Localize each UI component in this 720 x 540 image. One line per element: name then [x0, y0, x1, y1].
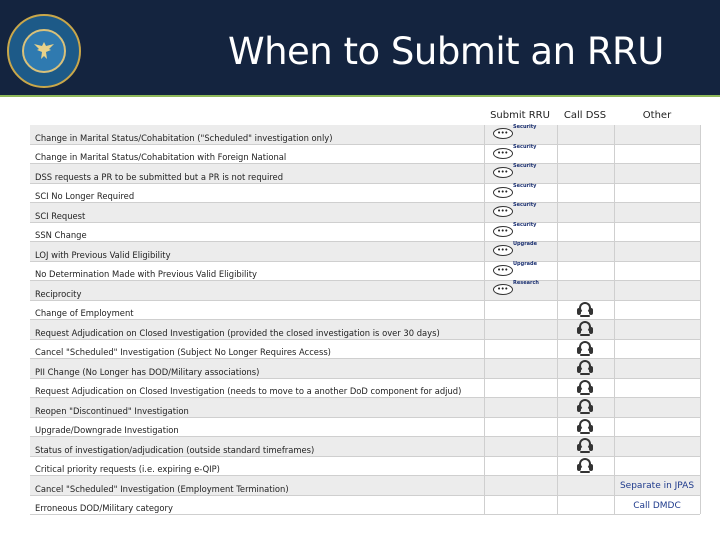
table-row	[30, 496, 700, 516]
headset-icon	[576, 360, 596, 376]
bubble-tag: Security	[513, 124, 537, 130]
chat-bubble-icon: •••	[493, 226, 515, 240]
eagle-icon	[32, 40, 56, 62]
other-action-text: Separate in JPAS	[619, 481, 695, 491]
bubble-tag: Security	[513, 221, 537, 228]
column-header-call-dss: Call DSS	[563, 110, 607, 121]
table-row	[30, 359, 700, 379]
column-divider	[614, 125, 615, 514]
slide-title: When to Submit an RRU	[228, 30, 664, 73]
row-label: Reopen "Discontinued" Investigation	[35, 405, 189, 416]
row-label: Erroneous DOD/Military category	[35, 503, 173, 513]
column-divider	[700, 125, 701, 514]
bubble-tag: Security	[513, 182, 537, 189]
row-label: SCI No Longer Required	[35, 191, 135, 201]
headset-icon	[576, 438, 596, 454]
table-row	[30, 476, 700, 496]
headset-icon	[576, 419, 596, 435]
bubble-tag: Research	[513, 280, 539, 286]
chat-bubble-icon: •••	[493, 167, 515, 181]
row-label: No Determination Made with Previous Valid Eligibility	[35, 269, 257, 279]
table-row	[30, 457, 700, 477]
column-header-submit-rru: Submit RRU	[490, 110, 550, 121]
table-row	[30, 223, 700, 243]
bubble-tag: Upgrade	[513, 260, 538, 267]
header-accent-line	[0, 95, 720, 97]
headset-icon	[576, 458, 596, 474]
row-label: Change in Marital Status/Cohabitation ("Scheduled" investigation only)	[35, 132, 333, 143]
decision-table	[30, 125, 700, 515]
row-label: Change in Marital Status/Cohabitation with Foreign National	[35, 152, 287, 162]
bubble-tag: Upgrade	[513, 241, 538, 247]
row-label: Upgrade/Downgrade Investigation	[35, 425, 179, 435]
row-label: Status of investigation/adjudication (outside standard timeframes)	[35, 444, 315, 455]
table-row	[30, 320, 700, 340]
chat-bubble-icon: •••	[493, 284, 515, 298]
row-label: Request Adjudication on Closed Investigation (needs to move to a another DoD component for adjud)	[35, 386, 462, 396]
table-row	[30, 203, 700, 223]
row-label: LOJ with Previous Valid Eligibility	[35, 249, 171, 260]
row-label: Change of Employment	[35, 308, 134, 318]
table-row	[30, 418, 700, 438]
chat-bubble-icon: •••	[493, 245, 515, 259]
bubble-tag: Security	[513, 163, 537, 169]
table-row	[30, 184, 700, 204]
row-label: PII Change (No Longer has DOD/Military associations)	[35, 366, 260, 377]
headset-icon	[576, 302, 596, 318]
table-row	[30, 301, 700, 321]
row-label: Cancel "Scheduled" Investigation (Subject No Longer Requires Access)	[35, 347, 331, 357]
headset-icon	[576, 321, 596, 337]
row-label: Critical priority requests (i.e. expiring e-QIP)	[35, 464, 220, 474]
row-label: Reciprocity	[35, 288, 82, 299]
bubble-tag: Security	[513, 143, 537, 150]
table-row	[30, 437, 700, 457]
table-row	[30, 125, 700, 145]
headset-icon	[576, 380, 596, 396]
seal-center	[22, 29, 66, 73]
table-row	[30, 145, 700, 165]
chat-bubble-icon: •••	[493, 128, 515, 142]
row-label: SCI Request	[35, 210, 86, 221]
row-label: Request Adjudication on Closed Investigation (provided the closed investigation is over 30 days)	[35, 327, 440, 338]
table-row	[30, 164, 700, 184]
chat-bubble-icon: •••	[493, 265, 515, 279]
column-divider	[557, 125, 558, 514]
chat-bubble-icon: •••	[493, 206, 515, 220]
table-row	[30, 262, 700, 282]
table-row	[30, 398, 700, 418]
table-row	[30, 281, 700, 301]
table-row	[30, 242, 700, 262]
chat-bubble-icon: •••	[493, 187, 515, 201]
chat-bubble-icon: •••	[493, 148, 515, 162]
column-divider	[484, 125, 485, 514]
other-action-text: Call DMDC	[633, 500, 681, 511]
column-header-other: Other	[642, 110, 672, 121]
headset-icon	[576, 341, 596, 357]
row-label: DSS requests a PR to be submitted but a PR is not required	[35, 171, 284, 182]
table-row	[30, 340, 700, 360]
headset-icon	[576, 399, 596, 415]
table-row	[30, 379, 700, 399]
bubble-tag: Security	[513, 202, 537, 208]
row-label: SSN Change	[35, 230, 87, 240]
dss-seal-logo	[7, 14, 81, 88]
row-label: Cancel "Scheduled" Investigation (Employment Termination)	[35, 483, 289, 494]
